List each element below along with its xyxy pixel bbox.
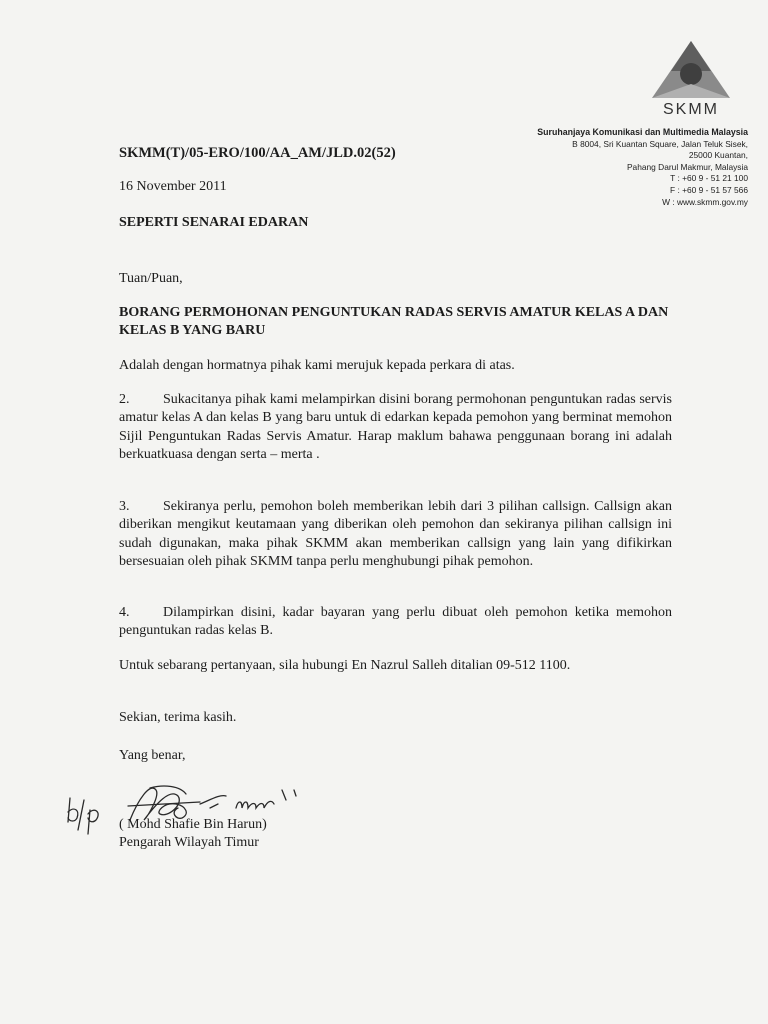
reference-number: SKMM(T)/05-ERO/100/AA_AM/JLD.02(52) <box>119 145 396 161</box>
website-line: W : www.skmm.gov.my <box>662 196 748 207</box>
paragraph-text: Adalah dengan hormatnya pihak kami merujuk kepada perkara di atas. <box>119 358 515 373</box>
fax-line: F : +60 9 - 51 57 566 <box>670 184 748 195</box>
sign-off: Yang benar, <box>119 748 186 763</box>
paragraph-text: Dilampirkan disini, kadar bayaran yang perlu dibuat oleh pemohon ketika memohon penguntukan radas kelas B. <box>119 605 672 639</box>
address-line: Pahang Darul Makmur, Malaysia <box>626 161 748 172</box>
paragraph-1 <box>119 357 672 375</box>
paragraph-text: Sukacitanya pihak kami melampirkan disini borang permohonan penguntukan radas servis amatur kelas A dan kelas B yang baru untuk di edarkan kepada pemohon yang berminat memohon Sijil Penguntukan Radas Servis Amatur. Harap maklum bahawa penggunaan borang ini adalah berkuatkuasa dengan serta – merta . <box>119 392 672 463</box>
letter-date: 16 November 2011 <box>119 179 227 194</box>
paragraph-number: 3. <box>119 499 130 514</box>
organization-name: Suruhanjaya Komunikasi dan Multimedia Malaysia <box>537 127 748 137</box>
salutation: Tuan/Puan, <box>119 271 183 286</box>
closing: Sekian, terima kasih. <box>119 710 237 725</box>
address-line: B 8004, Sri Kuantan Square, Jalan Teluk Sisek, <box>572 138 748 149</box>
letter-subject: BORANG PERMOHONAN PENGUNTUKAN RADAS SERVIS AMATUR KELAS A DAN KELAS B YANG BARU <box>119 305 669 338</box>
signer-name: ( Mohd Shafie Bin Harun) <box>119 817 267 832</box>
paragraph-3 <box>119 498 672 572</box>
paragraph-number: 4. <box>119 605 130 620</box>
logo-brand-text: SKMM <box>663 101 719 118</box>
skmm-logo <box>640 38 742 118</box>
signer-title: Pengarah Wilayah Timur <box>119 835 259 850</box>
paragraph-2 <box>119 391 672 465</box>
recipient: SEPERTI SENARAI EDARAN <box>119 215 309 230</box>
sender-address <box>448 127 748 208</box>
paragraph-text: Untuk sebarang pertanyaan, sila hubungi En Nazrul Salleh ditalian 09-512 1100. <box>119 658 571 673</box>
paragraph-number: 2. <box>119 392 130 407</box>
address-line: 25000 Kuantan, <box>688 150 748 161</box>
paragraph-contact <box>119 657 672 675</box>
paragraph-text: Sekiranya perlu, pemohon boleh memberikan lebih dari 3 pilihan callsign. Callsign akan diberikan mengikut keutamaan yang diberikan oleh pemohon dan sekiranya pilihan callsign ini sudah digunakan, maka pihak SKMM akan memberikan callsign yang lain yang difikirkan bersesuaian oleh pihak SKMM tanpa perlu menghubungi pihak pemohon. <box>119 499 672 570</box>
telephone-line: T : +60 9 - 51 21 100 <box>670 173 748 184</box>
paragraph-4 <box>119 604 672 641</box>
